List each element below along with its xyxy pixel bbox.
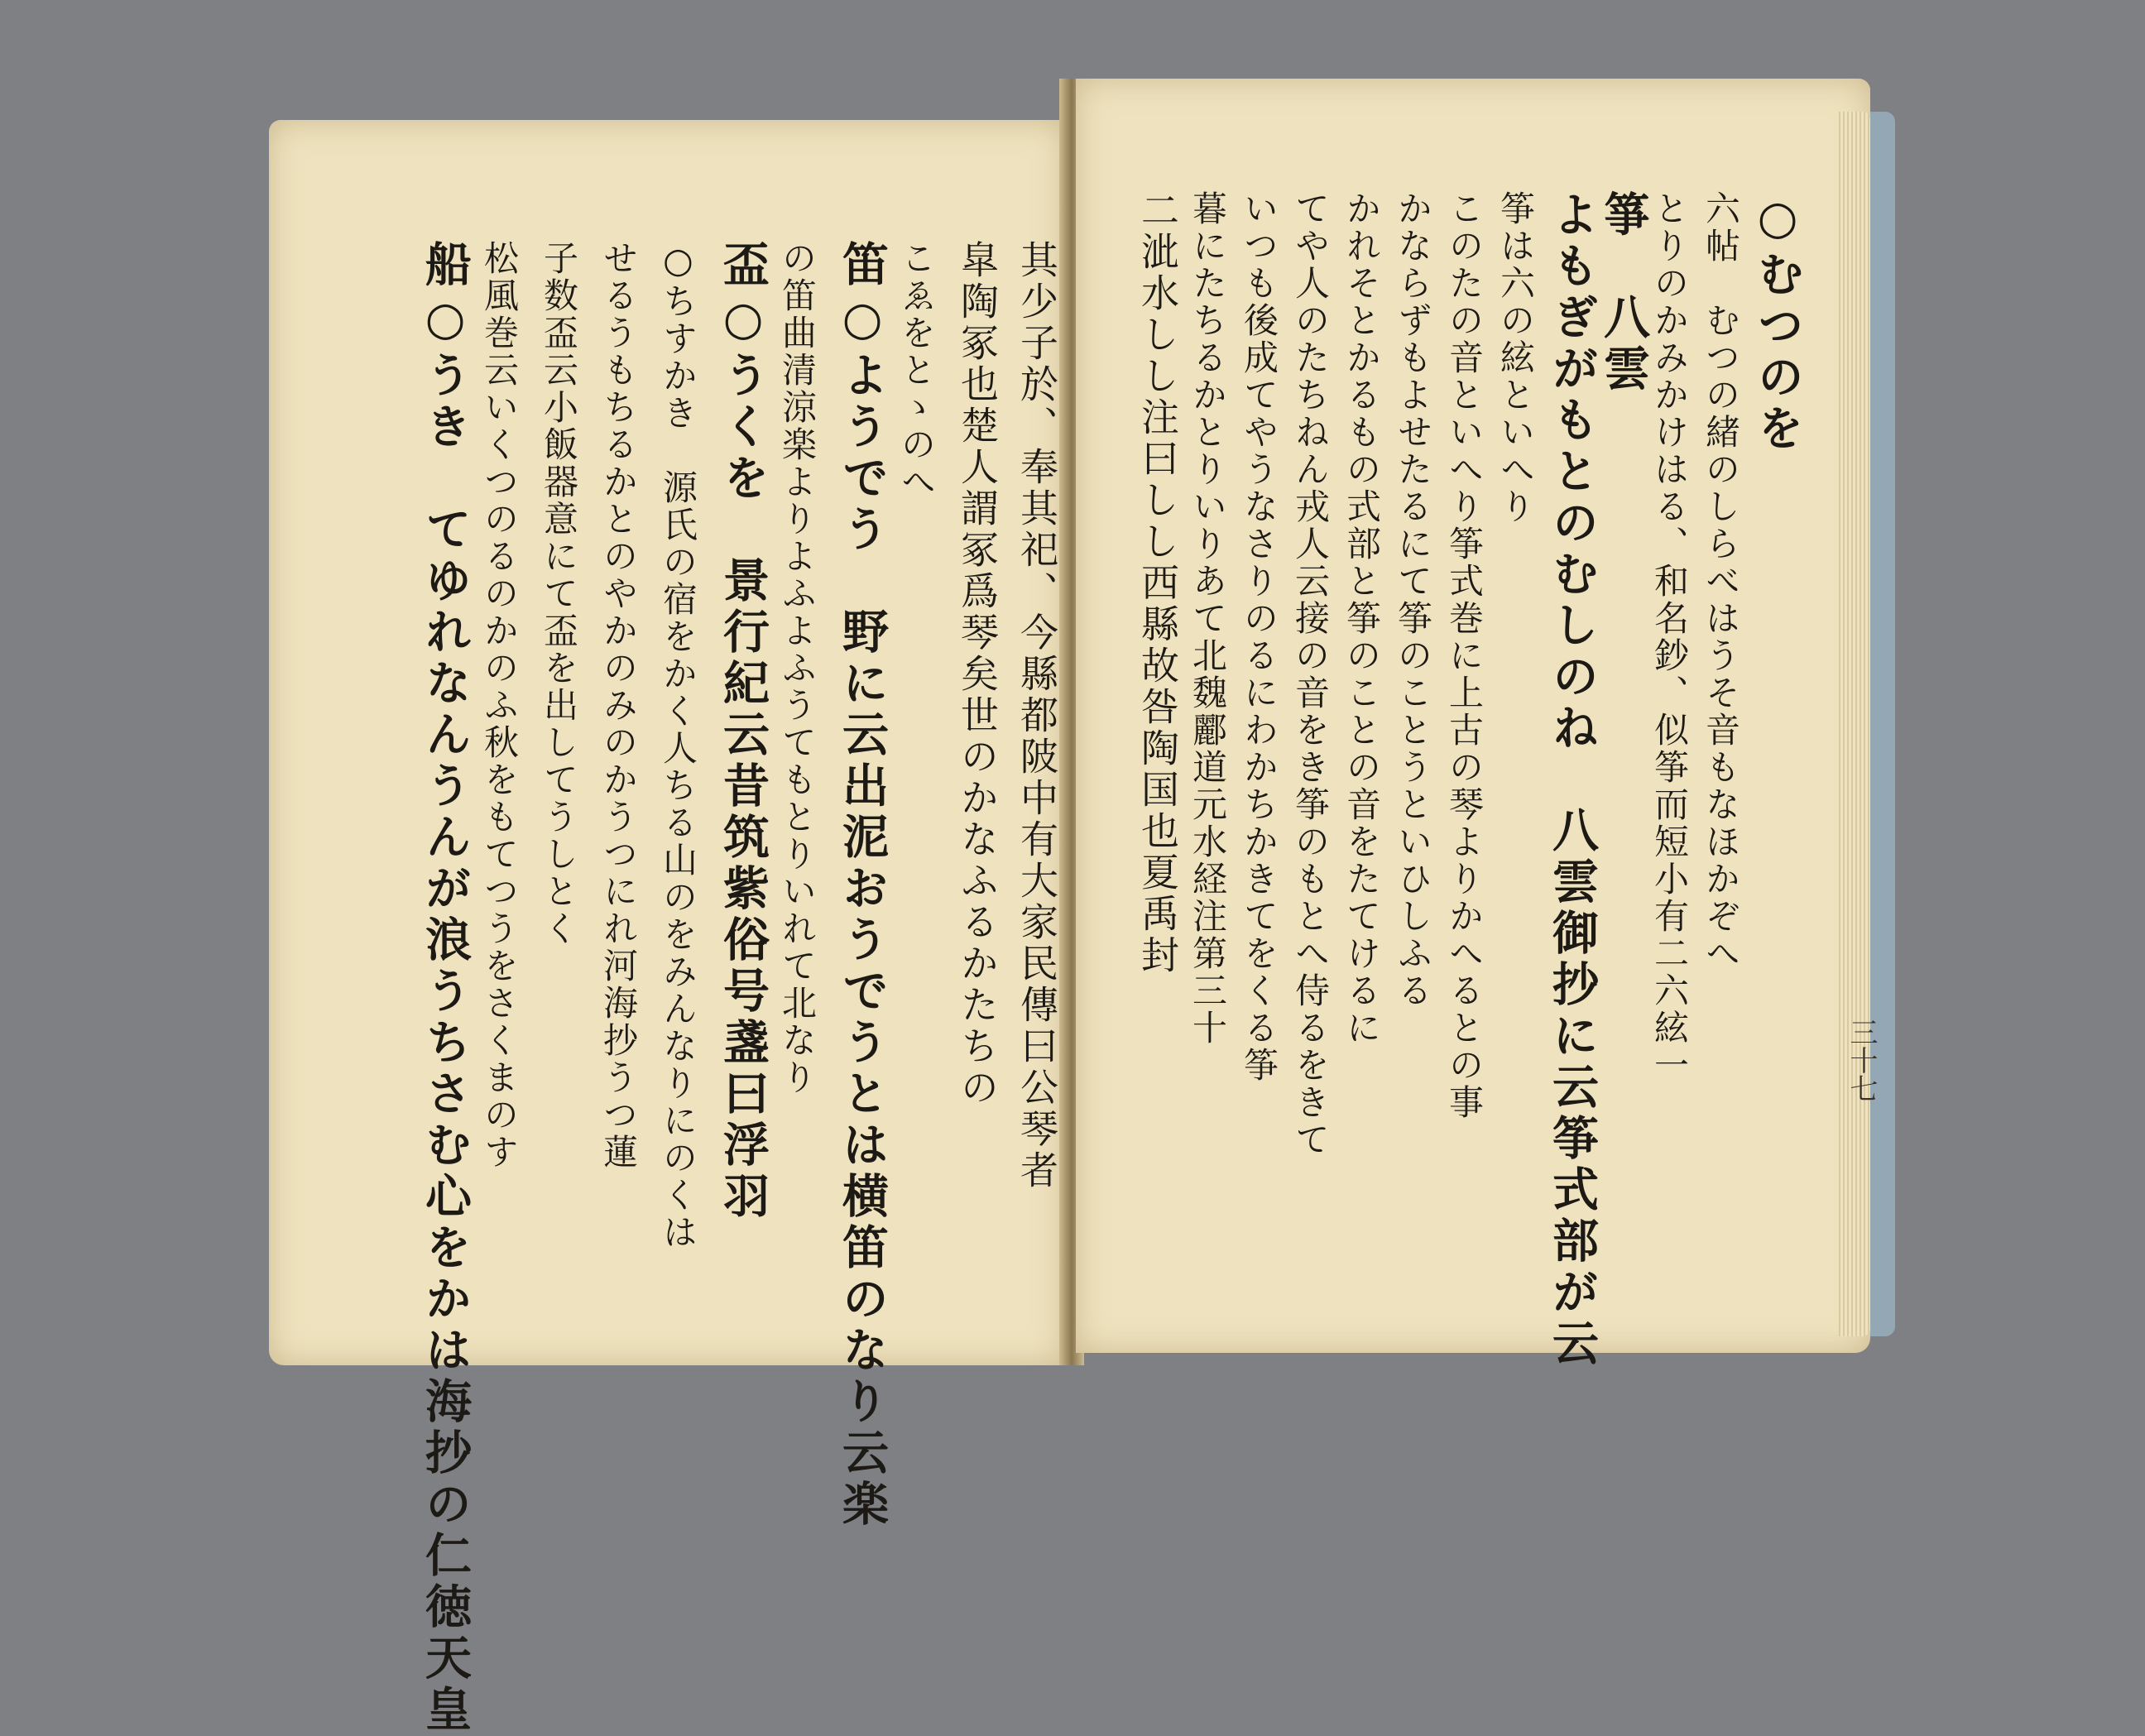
folio-mark: 三十七 (1845, 1018, 1878, 1102)
left_page-column: の笛曲清涼楽よりよふよふうてもとりいれて北なり (777, 240, 818, 1096)
left_page-column: 盃○うくを 景行紀云昔筑紫俗号盞曰浮羽 (716, 240, 770, 1223)
left_page-column: こゑをとゝのへ (896, 240, 937, 501)
left_page-column: 松風巻云いくつのるのかのふ秋をもてつうをさくまのす (479, 240, 520, 1171)
right_page-column: ○むつのを (1750, 190, 1805, 455)
left_page-column: せるうもちるかとのやかのみのかうつにれ河海抄うつ蓮 (598, 240, 639, 1171)
left_page-column: 其少子於、奉其祀、今縣都陂中有大家民傳曰公琴者 (1015, 240, 1059, 1192)
left_page-column: 笛○ようでう 野に云出泥おうでうとは横笛のなり云楽 (835, 240, 890, 1531)
right_page-column: このたの音といへり筝式巻に上古の琴よりかへるとの事 (1444, 190, 1485, 1121)
right_page-column: かれそとかるもの式部と筝のことの音をたてけるに (1341, 190, 1382, 1047)
left_page-column: 皐陶冢也楚人謂冢爲琴矣世のかなふるかたちの (955, 240, 1000, 1109)
right_page-column: かならずもよせたるにて筝のことうといひしふる (1393, 190, 1433, 1009)
right_page-column: 暮にたちるかとりいりあて北魏酈道元水経注第三十 (1188, 190, 1228, 1047)
right_page-column: よもぎがもとのむしのね 八雲御抄に云筝式部が云 (1545, 190, 1600, 1370)
page-block-edge (1839, 112, 1870, 1336)
book-cover-edge (1870, 112, 1895, 1336)
right_page-column: とりのかみかけはる、和名鈔、似筝而短小有二六絃一 (1649, 190, 1690, 1084)
left_page-column: ○ちすかき 源氏の宿をかく人ちる山のをみんなりにのくは (658, 240, 698, 1251)
right_page-column: 箏 八雲 (1596, 190, 1651, 396)
right_page-column: てや人のたちねん戎人云接の音をき筝のもとへ侍るをきて (1290, 190, 1331, 1158)
right_page-column: 二泚水しし注曰しし西縣故咎陶国也夏禹封 (1135, 190, 1180, 976)
right_page-column: 六帖 むつの緒のしらべはうそ音もなほかぞへ (1701, 190, 1741, 972)
right_page-column: いつも後成てやうなさりのるにわかちかきてをくる筝 (1239, 190, 1279, 1084)
left_page-column: 船○うき てゆれなんうんが浪うちさむ心をかは海抄の仁徳天皇 (418, 240, 473, 1736)
right_page-column: 筝は六の絃といへり (1495, 190, 1536, 525)
left_page-column: 子数盃云小飯器意にて盃を出してうしとく (539, 240, 579, 947)
